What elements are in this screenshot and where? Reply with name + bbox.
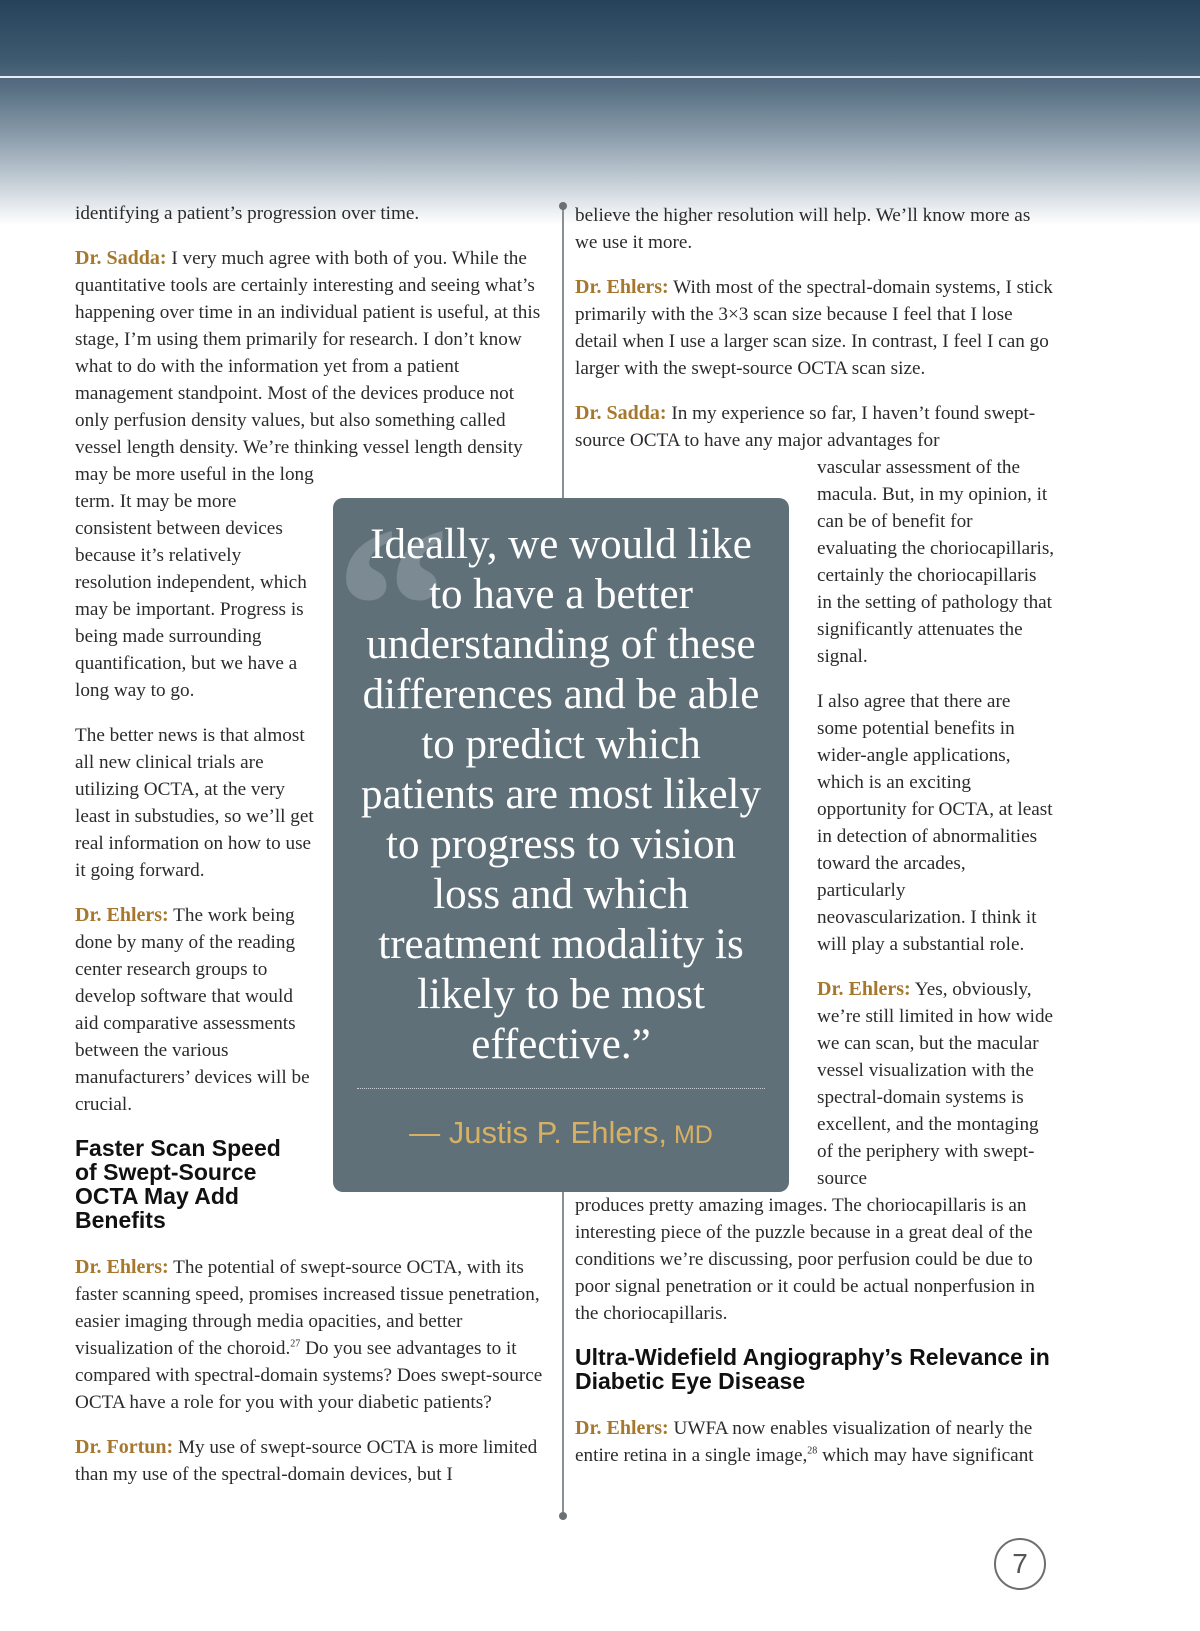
paragraph: produces pretty amazing images. The choriocapillaris is an interesting piece of the puzzle because in a great deal of the conditions we’re discussing, poor perfusion could be due to poor signal penetration or it could be actual nonperfusion in the choriocapillaris. [575,1195,1035,1324]
speaker-label: Dr. Ehlers: [75,904,169,926]
paragraph-text: The work being done by many of the reading center research groups to develop software that would aid comparative assessments between the various manufacturers’ devices will be crucial. [75,905,310,1115]
section-heading: Faster Scan Speed of Swept-Source OCTA May Add Benefits [75,1135,281,1233]
speaker-label: Dr. Ehlers: [75,1256,169,1278]
paragraph-text: Do you see advantages to it compared with spectral-domain systems? Does swept-source OCTA have a role for you with your diabetic patients? [75,1338,543,1413]
quote-mark-icon: “ [335,479,450,734]
quote-attribution [353,1115,769,1151]
speaker-label: Dr. Fortun: [75,1436,174,1458]
paragraph [575,400,1055,454]
paragraph: believe the higher resolution will help. We’ll know more as we use it more. [575,205,1031,253]
speaker-label: Dr. Ehlers: [575,1417,669,1439]
paragraph [575,1415,1055,1469]
reference-number: 28 [807,1445,818,1457]
paragraph: identifying a patient’s progression over time. [75,203,420,224]
paragraph-text: Yes, obviously, we’re still limited in how wide we can scan, but the macular vessel visualization with the spectral-domain systems is excellent, and the montaging of the periphery with swept-source [817,979,1054,1189]
paragraph: vascular assessment of the macula. But, in my opinion, it can be of benefit for evaluating the choriocapillaris, certainly the choriocapillaris in the setting of pathology that significantly attenuates the signal. [817,457,1055,667]
paragraph-text: With most of the spectral-domain systems, I stick primarily with the 3×3 scan size because I feel that I lose detail when I use a larger scan size. In contrast, I feel I can go larger with the swept-source OCTA scan size. [575,277,1053,379]
paragraph [75,902,315,1118]
paragraph: may be more useful in the long term. It may be more consistent between devices because it’s relatively resolution independent, which may be important. Progress is being made surrounding quantification, but we have a long way to go. [75,464,314,701]
section-heading: Ultra-Widefield Angiography’s Relevance in Diabetic Eye Disease [575,1344,1050,1394]
speaker-label: Dr. Sadda: [75,247,167,269]
speaker-label: Dr. Sadda: [575,402,667,424]
reference-number: 27 [290,1338,301,1350]
attribution-credential: MD [667,1121,713,1149]
paragraph-text: which may have significant [817,1445,1034,1466]
page-number: 7 [994,1538,1046,1590]
paragraph-text: I very much agree with both of you. While the quantitative tools are certainly interesting and seeing what’s happening over time in an individual patient is useful, at this stage, I’m using them primarily for research. I don’t know what to do with the information yet from a patient management standpoint. Most of the devices produce not only perfusion density values, but also something called vessel length density. We’re thinking vessel length density [75,248,541,458]
paragraph [75,1254,550,1416]
speaker-label: Dr. Ehlers: [817,978,911,1000]
paragraph-text: UWFA now enables visualization of nearly the entire retina in a single image, [575,1418,1033,1466]
quote-divider [357,1088,765,1089]
speaker-label: Dr. Ehlers: [575,276,669,298]
paragraph: The better news is that almost all new clinical trials are utilizing OCTA, at the very least in substudies, so we’ll get real information on how to use it going forward. [75,725,314,881]
paragraph [75,245,550,461]
header-band [0,0,1200,225]
pull-quote-box [333,479,789,1192]
paragraph [575,274,1055,382]
attribution-name: — Justis P. Ehlers, [409,1115,668,1150]
header-rule [0,76,1200,78]
paragraph-text: My use of swept-source OCTA is more limited than my use of the spectral-domain devices, but I [75,1437,538,1485]
pull-quote-text: Ideally, we would like to have a better understanding of these differences and be able to predict which patients are most likely to progress to vision loss and which treatment modality is likely to be most effective.” [360,521,762,1068]
paragraph-text: In my experience so far, I haven’t found swept-source OCTA to have any major advantages for [575,403,1036,451]
paragraph: I also agree that there are some potential benefits in wider-angle applications, which is an exciting opportunity for OCTA, at least in detection of abnormalities toward the arcades, particularly neovascularization. I think it will play a substantial role. [817,691,1053,955]
paragraph-text: The potential of swept-source OCTA, with its faster scanning speed, promises increased tissue penetration, easier imaging through media opacities, and better visualization of the choroid. [75,1257,540,1359]
paragraph [75,1434,550,1488]
